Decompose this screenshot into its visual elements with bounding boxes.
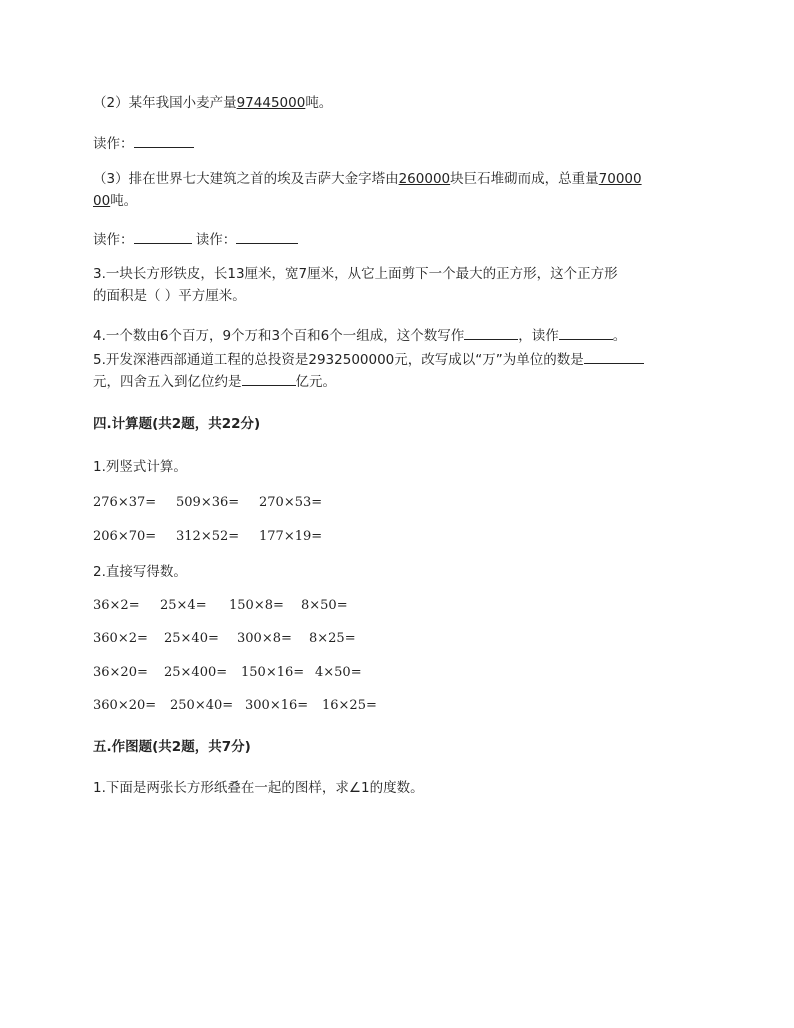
calc-item: 16×25= xyxy=(322,698,377,713)
calc-item: 300×16= xyxy=(245,698,309,713)
q3-prefix: （3）排在世界七大建筑之首的埃及吉萨大金字塔由 xyxy=(93,171,399,187)
q2-read-label: 读作： xyxy=(93,136,134,152)
section-4-heading: 四.计算题(共2题，共22分) xyxy=(93,416,261,432)
problem-3-line1: 3.一块长方形铁皮，长13厘米，宽7厘米，从它上面剪下一个最大的正方形，这个正方形 xyxy=(93,266,618,282)
q3-number1: 260000 xyxy=(398,171,451,187)
question-3-line2 xyxy=(93,192,137,210)
q3-read-label1: 读作： xyxy=(93,232,134,248)
p5-blank1[interactable] xyxy=(584,349,644,364)
calc-item: 25×40= xyxy=(164,631,219,646)
problem-5-line1 xyxy=(93,349,644,369)
calc-item: 509×36= xyxy=(176,495,240,510)
section-4-q1-title: 1.列竖式计算。 xyxy=(93,459,187,475)
calc-item: 360×20= xyxy=(93,698,157,713)
calc-item: 8×25= xyxy=(309,631,356,646)
calc-item: 300×8= xyxy=(237,631,292,646)
calc-item: 150×16= xyxy=(241,665,305,680)
p4-blank2[interactable] xyxy=(559,325,613,340)
p4-blank1[interactable] xyxy=(464,325,518,340)
q3-read-line xyxy=(93,229,298,249)
q3-middle: 块巨石堆砌而成，总重量 xyxy=(450,171,599,187)
calc-item: 177×19= xyxy=(259,529,323,544)
q2-read-line xyxy=(93,133,194,153)
q2-suffix: 吨。 xyxy=(305,95,333,111)
calc-item: 250×40= xyxy=(170,698,234,713)
problem-4-line xyxy=(93,325,626,345)
section-4-q2-title: 2.直接写得数。 xyxy=(93,564,187,580)
calc-item: 25×400= xyxy=(164,665,228,680)
calc-item: 312×52= xyxy=(176,529,240,544)
q3-read-label2: 读作： xyxy=(195,232,237,248)
calc-item: 360×2= xyxy=(93,631,148,646)
p5-blank2[interactable] xyxy=(242,371,296,386)
question-3-line1 xyxy=(93,170,642,188)
p5-line2b: 亿元。 xyxy=(295,374,336,390)
q2-read-blank[interactable] xyxy=(134,133,194,148)
q3-suffix: 吨。 xyxy=(110,193,138,209)
question-2-line xyxy=(93,94,332,112)
p4-text1: 4.一个数由6个百万，9个万和3个百和6个一组成，这个数写作 xyxy=(93,328,465,344)
q2-prefix: （2）某年我国小麦产量 xyxy=(93,95,237,111)
calc-item: 4×50= xyxy=(315,665,362,680)
q3-number2-part2: 00 xyxy=(93,193,111,209)
problem-3-line2: 的面积是（ ）平方厘米。 xyxy=(93,288,246,304)
calc-item: 270×53= xyxy=(259,495,323,510)
section-5-heading: 五.作图题(共2题，共7分) xyxy=(93,739,251,755)
p5-line1: 5.开发深港西部通道工程的总投资是2932500000元，改写成以“万”为单位的数是 xyxy=(93,352,584,368)
calc-item: 36×20= xyxy=(93,665,148,680)
q3-number2-part1: 70000 xyxy=(598,171,642,187)
p4-text3: 。 xyxy=(612,328,627,344)
p4-text2: ，读作 xyxy=(518,328,559,344)
calc-item: 150×8= xyxy=(229,598,284,613)
calc-item: 36×2= xyxy=(93,598,140,613)
section-5-q1: 1.下面是两张长方形纸叠在一起的图样，求∠1的度数。 xyxy=(93,780,424,796)
p5-line2a: 元，四舍五入到亿位约是 xyxy=(93,374,242,390)
calc-item: 206×70= xyxy=(93,529,157,544)
q3-read-blank1[interactable] xyxy=(134,229,192,244)
calc-item: 8×50= xyxy=(301,598,348,613)
q3-read-blank2[interactable] xyxy=(236,229,298,244)
problem-5-line2 xyxy=(93,371,336,391)
calc-item: 276×37= xyxy=(93,495,157,510)
q2-number: 97445000 xyxy=(236,95,306,111)
calc-item: 25×4= xyxy=(160,598,207,613)
